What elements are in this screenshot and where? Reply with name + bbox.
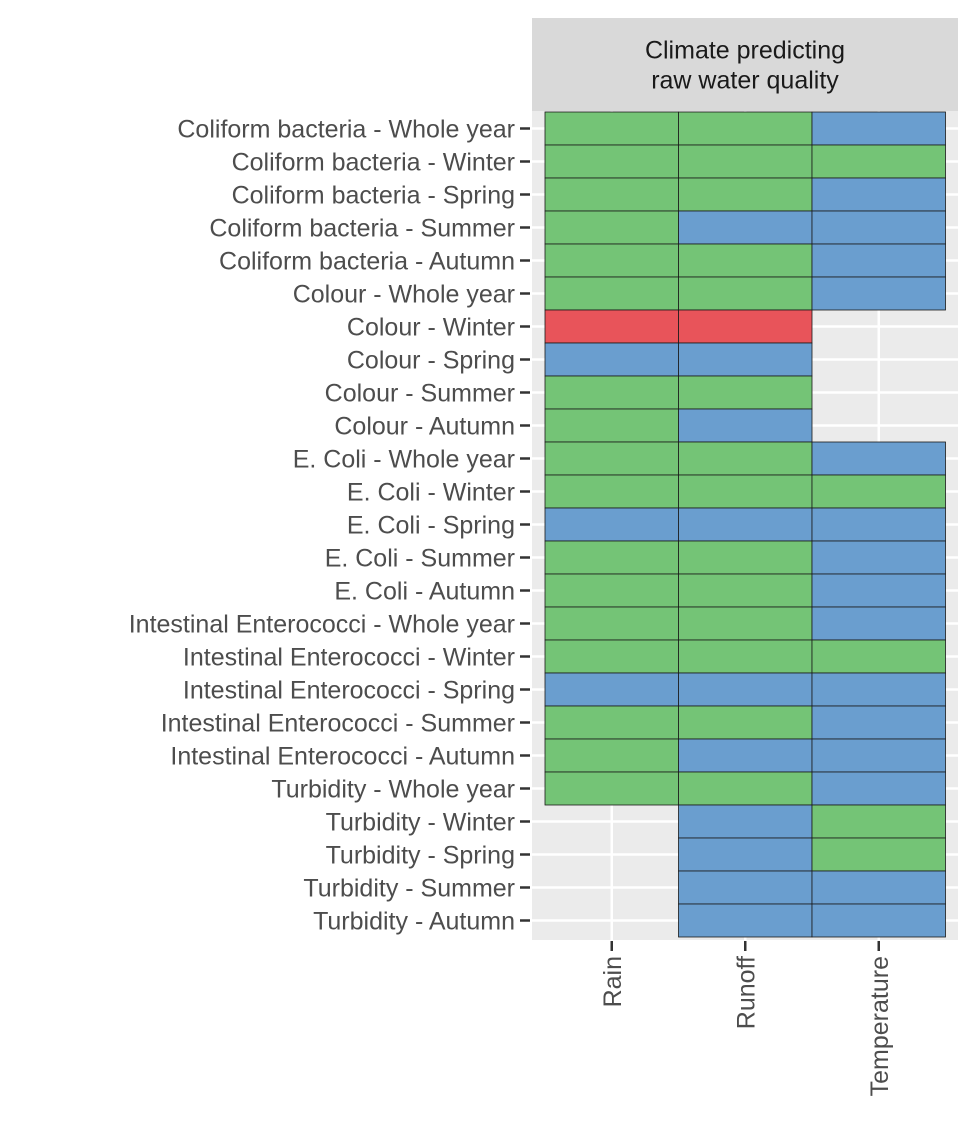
- heatmap-cell: [679, 805, 813, 838]
- heatmap-cell: [812, 475, 946, 508]
- heatmap-cell: [679, 838, 813, 871]
- heatmap-cell: [545, 739, 679, 772]
- heatmap-cell: [812, 673, 946, 706]
- y-tick-label: E. Coli - Winter: [346, 478, 515, 507]
- heatmap-cell: [679, 376, 813, 409]
- heatmap-cell: [679, 541, 813, 574]
- heatmap-cell: [545, 178, 679, 211]
- y-tick-label: E. Coli - Summer: [324, 544, 515, 573]
- y-tick-label: Coliform bacteria - Summer: [209, 214, 515, 243]
- heatmap-cell: [679, 112, 813, 145]
- heatmap-cell: [812, 277, 946, 310]
- heatmap-cell: [679, 442, 813, 475]
- heatmap-cell: [679, 244, 813, 277]
- heatmap-cell: [545, 112, 679, 145]
- heatmap-cell: [679, 871, 813, 904]
- heatmap-cell: [679, 475, 813, 508]
- heatmap-cell: [545, 376, 679, 409]
- heatmap-cell: [545, 145, 679, 178]
- heatmap-cell: [812, 772, 946, 805]
- heatmap-cell: [812, 541, 946, 574]
- y-tick-label: Intestinal Enterococci - Autumn: [170, 742, 515, 771]
- heatmap-cell: [812, 607, 946, 640]
- y-tick-label: Intestinal Enterococci - Whole year: [128, 610, 515, 639]
- heatmap-cell: [679, 178, 813, 211]
- facet-strip-background: [532, 18, 958, 111]
- heatmap-cell: [812, 838, 946, 871]
- heatmap-cell: [679, 508, 813, 541]
- heatmap-cell: [545, 310, 679, 343]
- heatmap-cell: [679, 343, 813, 376]
- y-tick-label: Turbidity - Summer: [303, 874, 515, 903]
- facet-strip: [532, 18, 958, 111]
- heatmap-cell: [545, 640, 679, 673]
- y-tick-label: Colour - Summer: [324, 379, 515, 408]
- heatmap-cell: [545, 475, 679, 508]
- y-tick-label: Intestinal Enterococci - Winter: [182, 643, 515, 672]
- y-axis: [129, 116, 530, 936]
- x-axis: [599, 941, 894, 1096]
- y-tick-label: Coliform bacteria - Winter: [231, 148, 515, 177]
- heatmap-cell: [679, 640, 813, 673]
- y-tick-label: Coliform bacteria - Whole year: [177, 115, 515, 144]
- heatmap-cell: [679, 310, 813, 343]
- heatmap-cell: [812, 145, 946, 178]
- heatmap-cell: [545, 244, 679, 277]
- heatmap-cell: [812, 244, 946, 277]
- heatmap-cell: [679, 772, 813, 805]
- heatmap-cell: [812, 442, 946, 475]
- heatmap-cell: [545, 508, 679, 541]
- heatmap-cell: [545, 706, 679, 739]
- y-tick-label: Coliform bacteria - Spring: [231, 181, 515, 210]
- heatmap-cell: [545, 607, 679, 640]
- y-tick-label: Intestinal Enterococci - Spring: [182, 676, 515, 705]
- heatmap-cell: [812, 904, 946, 937]
- y-tick-label: Colour - Spring: [346, 346, 515, 375]
- heatmap-cell: [545, 673, 679, 706]
- y-tick-label: E. Coli - Autumn: [334, 577, 515, 606]
- heatmap-cell: [812, 706, 946, 739]
- heatmap-cell: [679, 673, 813, 706]
- y-tick-label: Intestinal Enterococci - Summer: [160, 709, 515, 738]
- heatmap-cell: [812, 574, 946, 607]
- heatmap-cell: [812, 739, 946, 772]
- y-tick-label: Turbidity - Autumn: [313, 907, 515, 936]
- heatmap-cell: [812, 112, 946, 145]
- heatmap-cell: [545, 277, 679, 310]
- heatmap-cell: [545, 772, 679, 805]
- y-tick-label: Colour - Autumn: [334, 412, 515, 441]
- y-tick-label: Turbidity - Spring: [325, 841, 515, 870]
- heatmap-cell: [679, 607, 813, 640]
- heatmap-cell: [812, 871, 946, 904]
- heatmap-cell: [812, 508, 946, 541]
- y-tick-label: Colour - Winter: [346, 313, 515, 342]
- heatmap-cell: [812, 640, 946, 673]
- y-tick-label: Colour - Whole year: [292, 280, 515, 309]
- heatmap-cell: [545, 442, 679, 475]
- y-tick-label: E. Coli - Spring: [346, 511, 515, 540]
- heatmap-cell: [679, 277, 813, 310]
- heatmap-cell: [679, 904, 813, 937]
- x-tick-label: Runoff: [732, 956, 761, 1030]
- heatmap-cell: [545, 211, 679, 244]
- y-tick-label: Coliform bacteria - Autumn: [219, 247, 515, 276]
- x-tick-label: Rain: [598, 956, 627, 1008]
- heatmap-cell: [679, 739, 813, 772]
- heatmap-cell: [679, 211, 813, 244]
- facet-title-line: raw water quality: [651, 66, 839, 95]
- heatmap-cell: [679, 706, 813, 739]
- heatmap-cell: [812, 178, 946, 211]
- y-tick-label: Turbidity - Winter: [325, 808, 515, 837]
- heatmap-cell: [545, 343, 679, 376]
- facet-title-line: Climate predicting: [644, 36, 846, 65]
- heatmap-cell: [679, 409, 813, 442]
- heatmap-cell: [812, 805, 946, 838]
- y-tick-label: E. Coli - Whole year: [292, 445, 515, 474]
- heatmap-cell: [545, 541, 679, 574]
- heatmap-cell: [812, 211, 946, 244]
- x-tick-label: Temperature: [865, 956, 894, 1097]
- heatmap-cell: [545, 409, 679, 442]
- heatmap-cell: [679, 145, 813, 178]
- heatmap-cell: [679, 574, 813, 607]
- y-tick-label: Turbidity - Whole year: [271, 775, 515, 804]
- heatmap-cell: [545, 574, 679, 607]
